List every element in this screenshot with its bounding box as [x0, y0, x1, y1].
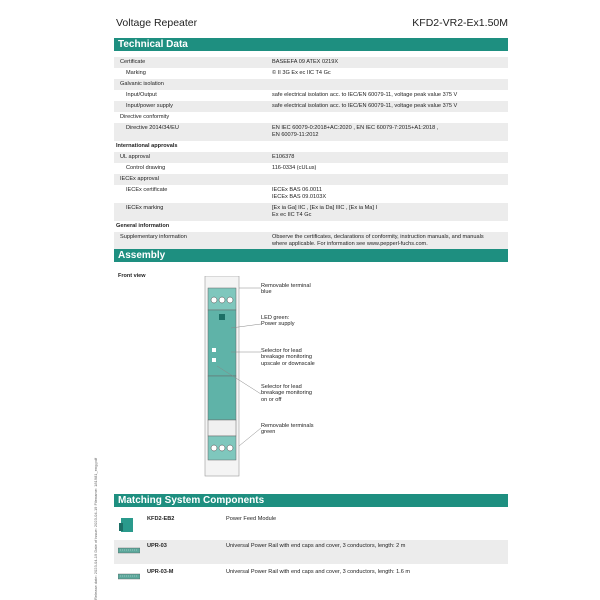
row-label: Marking — [126, 70, 146, 76]
row-label: Input/power supply — [126, 103, 173, 109]
table-row — [114, 174, 508, 185]
release-info: Release date: 2023-04-19 Date of issue: 2023-04-19 Filename: 181981_eng.pdf — [93, 457, 98, 600]
row-value: IECEx BAS 06.0011 IECEx BAS 09.0103X — [272, 187, 327, 200]
technical-data-heading: Technical Data — [114, 38, 508, 51]
row-label: Galvanic isolation — [120, 81, 164, 87]
table-row — [114, 101, 508, 112]
table-row — [114, 68, 508, 79]
row-value: EN IEC 60079-0:2018+AC:2020 , EN IEC 60079-7:2015+A1:2018 , EN 60079-11:2012 — [272, 125, 439, 138]
row-label: International approvals — [116, 143, 178, 149]
table-row — [114, 90, 508, 101]
row-label: Input/Output — [126, 92, 157, 98]
component-row — [114, 566, 508, 590]
row-label: IECEx approval — [120, 176, 159, 182]
part-number: UPR-03-M — [147, 569, 174, 575]
table-row — [114, 185, 508, 203]
power-rail-icon — [118, 544, 140, 558]
component-row — [114, 513, 508, 537]
assembly-callout: Selector for lead breakage monitoring on or off — [261, 384, 312, 403]
row-label: UL approval — [120, 154, 150, 160]
row-value: © II 3G Ex ec IIC T4 Gc — [272, 70, 331, 76]
assembly-callout: Removable terminal blue — [261, 283, 311, 296]
table-row — [114, 79, 508, 90]
front-view-label: Front view — [118, 273, 146, 279]
part-number: UPR-03 — [147, 543, 167, 549]
table-row — [114, 112, 508, 123]
matching-components-heading: Matching System Components — [114, 494, 508, 507]
power-rail-icon — [118, 570, 140, 584]
table-row — [114, 141, 508, 152]
row-value: 116-0334 (cULus) — [272, 165, 317, 171]
component-row — [114, 540, 508, 564]
module-icon — [118, 517, 136, 535]
row-label: IECEx marking — [126, 205, 164, 211]
row-value: E106378 — [272, 154, 295, 160]
row-value: Observe the certificates, declarations of conformity, instruction manuals, and manuals where applicable. For information see www.pepperl-fuchs.com. — [272, 234, 484, 247]
table-row — [114, 163, 508, 174]
part-description: Universal Power Rail with end caps and cover, 3 conductors, length: 1.6 m — [226, 569, 411, 575]
row-label: Directive 2014/34/EU — [126, 125, 179, 131]
row-label: Supplementary information — [120, 234, 187, 240]
assembly-callout: Selector for lead breakage monitoring upscale or downscale — [261, 348, 315, 367]
table-row — [114, 57, 508, 68]
row-label: Control drawing — [126, 165, 166, 171]
page-header — [116, 17, 508, 31]
assembly-callout: LED green: Power supply — [261, 315, 295, 328]
part-description: Universal Power Rail with end caps and cover, 3 conductors, length: 2 m — [226, 543, 406, 549]
row-value: BASEEFA 09 ATEX 0219X — [272, 59, 339, 65]
row-label: IECEx certificate — [126, 187, 168, 193]
row-value: safe electrical isolation acc. to IEC/EN 60079-11, voltage peak value 375 V — [272, 92, 458, 98]
table-row — [114, 203, 508, 221]
row-label: General information — [116, 223, 170, 229]
row-label: Directive conformity — [120, 114, 170, 120]
table-row — [114, 123, 508, 141]
part-number: KFD2-EB2 — [147, 516, 175, 522]
table-row — [114, 232, 508, 250]
row-label: Certificate — [120, 59, 146, 65]
part-description: Power Feed Module — [226, 516, 277, 522]
row-value: [Ex ia Ga] IIC , [Ex ia Da] IIIC , [Ex ia Ma] I Ex ec IIC T4 Gc — [272, 205, 378, 218]
product-title: Voltage Repeater — [116, 17, 198, 29]
table-row — [114, 221, 508, 232]
row-value: safe electrical isolation acc. to IEC/EN 60079-11, voltage peak value 375 V — [272, 103, 458, 109]
technical-data-table — [114, 57, 508, 250]
assembly-heading: Assembly — [114, 249, 508, 262]
assembly-callout: Removable terminals green — [261, 423, 314, 436]
table-row — [114, 152, 508, 163]
product-model: KFD2-VR2-Ex1.50M — [412, 17, 508, 29]
device-front-view — [195, 276, 265, 478]
